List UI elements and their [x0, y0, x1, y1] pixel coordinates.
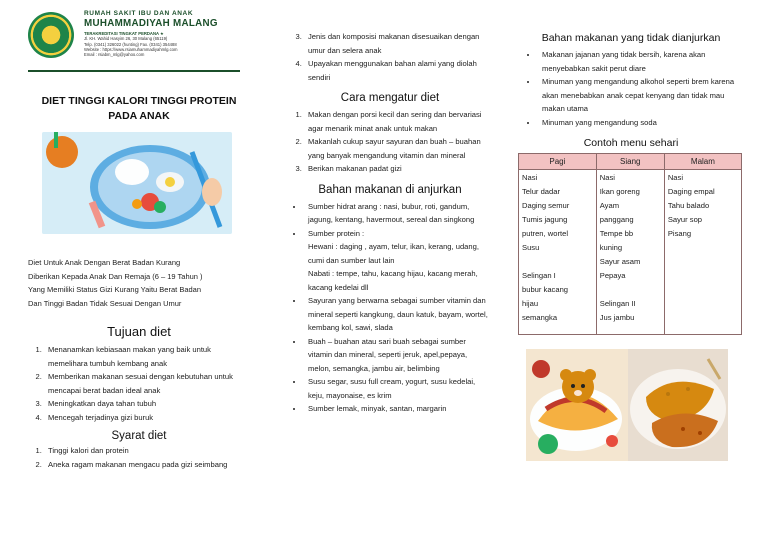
menu-pagi-cell	[519, 170, 597, 335]
menu-heading: Contoh menu sehari	[583, 137, 679, 149]
protein-nabati: Nabati : tempe, tahu, kacang hijau, kacang merah, kacang kedelai dll	[308, 269, 478, 292]
menu-line: Nasi	[599, 173, 615, 182]
doc-title-line2: PADA ANAK	[108, 110, 170, 122]
intro-paragraph	[28, 256, 250, 310]
column-left	[28, 0, 250, 471]
menu-line: Pepaya	[599, 271, 626, 280]
col-siang: Siang	[596, 154, 664, 170]
intro-line: Yang Memiliki Status Gizi Kurang Yaitu Berat Badan	[28, 285, 202, 294]
menu-malam-cell	[664, 170, 741, 335]
menu-line: Telur dadar	[522, 187, 560, 196]
menu-line: kuning	[599, 243, 623, 252]
address: Jl. KH. Wahid Hasyim 26, 30 Malang (65119)	[84, 36, 168, 42]
menu-line: hijau	[522, 299, 539, 308]
menu-line: Selingan I	[522, 271, 556, 280]
menu-line: Tahu balado	[667, 201, 710, 210]
list-item: 1. Tinggi kalori dan protein	[44, 444, 250, 458]
intro-line: Diet Untuk Anak Dengan Berat Badan Kurang	[28, 258, 181, 267]
food-photos	[516, 349, 746, 465]
cara-list	[288, 108, 492, 176]
menu-line: Selingan II	[599, 299, 636, 308]
tidak-anjur-heading: Bahan makanan yang tidak dianjurkan	[541, 32, 721, 44]
cara-heading: Cara mengatur diet	[340, 92, 440, 104]
menu-line	[522, 255, 593, 269]
menu-line: Ikan goreng	[599, 187, 640, 196]
tujuan-heading: Tujuan diet	[107, 324, 171, 339]
list-item: • Susu segar, susu full cream, yogurt, susu kedelai, keju, mayonaise, es krim	[304, 375, 492, 402]
intro-line: Diberikan Kepada Anak Dan Remaja (6 – 19 Tahun )	[28, 271, 203, 281]
list-item: 2. Aneka ragam makanan mengacu pada gizi seimbang	[44, 458, 250, 472]
website: Website : https://www.rsiamuhammadiyahmlg.com	[84, 46, 178, 52]
protein-hewani: Hewani : daging , ayam, telur, ikan, kerang, udang, cumi dan sumber laut lain	[308, 242, 479, 265]
meal-illustration	[42, 132, 232, 234]
menu-line: Nasi	[522, 173, 538, 182]
column-right	[516, 26, 746, 465]
list-item: • Sayuran yang berwarna sebagai sumber vitamin dan mineral seperti kangkung, daun katuk, bayam, wortel, kembang kol, sawi, slada	[304, 294, 492, 335]
menu-line: panggang	[599, 215, 634, 224]
list-item: • Sumber hidrat arang : nasi, bubur, roti, gandum, jagung, kentang, havermout, sereal dan singkong	[304, 200, 492, 227]
header-divider	[28, 70, 240, 72]
hospital-type: RUMAH SAKIT IBU DAN ANAK	[84, 10, 194, 17]
menu-line	[600, 283, 661, 297]
hospital-logo	[28, 12, 74, 58]
header-text	[84, 10, 252, 57]
fried-chicken-illustration	[628, 349, 728, 461]
menu-line: Jus jambu	[599, 313, 635, 322]
email: Email : rsiabm_mlg@yahoo.com	[84, 52, 145, 58]
syarat-list-part2	[288, 30, 492, 84]
tidak-anjur-list	[516, 48, 746, 129]
menu-line: Ayam	[599, 201, 620, 210]
menu-table	[518, 153, 742, 335]
header-info	[84, 31, 252, 57]
list-item: 4. Upayakan menggunakan bahan alami yang diolah sendiri	[304, 57, 492, 84]
syarat-heading: Syarat diet	[111, 430, 167, 442]
col-malam: Malam	[664, 154, 741, 170]
menu-line: Tempe bb	[599, 229, 634, 238]
tujuan-list	[28, 343, 250, 424]
anjuran-heading: Bahan makanan di anjurkan	[318, 183, 462, 196]
kids-meal-photo	[42, 132, 232, 234]
fried-chicken-photo	[628, 349, 728, 461]
list-item: 3. Berikan makanan padat gizi	[304, 162, 492, 176]
list-item: 1. Menanamkan kebiasaan makan yang baik untuk memelihara tumbuh kembang anak	[44, 343, 250, 370]
menu-line: semangka	[522, 313, 558, 322]
list-item: 2. Memberikan makanan sesuai dengan kebutuhan untuk mencapai berat badan ideal anak	[44, 370, 250, 397]
list-item: • Minuman yang mengandung soda	[538, 116, 746, 130]
column-middle	[288, 30, 492, 416]
menu-line: bubur kacang	[522, 285, 569, 294]
accreditation: TERAKREDITASI TINGKAT PERDANA ★	[84, 31, 164, 36]
intro-line: Dan Tinggi Badan Tidak Sesuai Dengan Umur	[28, 298, 182, 308]
menu-line: Pisang	[667, 229, 692, 238]
omurice-photo	[526, 349, 628, 461]
list-item	[304, 227, 492, 295]
protein-label: Sumber protein :	[308, 228, 365, 238]
list-item: 4. Mencegah terjadinya gizi buruk	[44, 411, 250, 425]
anjuran-list	[288, 200, 492, 416]
list-item: 2. Makanlah cukup sayur sayuran dan buah – buahan yang banyak mengandung vitamin dan mineral	[304, 135, 492, 162]
menu-line: Daging semur	[522, 201, 570, 210]
syarat-list-part1	[28, 444, 250, 471]
omurice-illustration	[526, 349, 628, 461]
menu-line: Sayur sop	[667, 215, 703, 224]
menu-line: Daging empal	[667, 187, 715, 196]
menu-line: Nasi	[667, 173, 684, 182]
doc-title: DIET TINGGI KALORI TINGGI PROTEIN	[41, 95, 237, 107]
menu-line: Susu	[522, 243, 540, 252]
list-item: 3. Jenis dan komposisi makanan disesuaikan dengan umur dan selera anak	[304, 30, 492, 57]
list-item: 1. Makan dengan porsi kecil dan sering dan bervariasi agar menarik minat anak untuk makan	[304, 108, 492, 135]
menu-line: Tumis jagung	[522, 215, 568, 224]
list-item: • Buah – buahan atau sari buah sebagai sumber vitamin dan mineral, seperti jeruk, apel,pepaya, melon, semangka, jambu air, belimbing	[304, 335, 492, 376]
hospital-name: MUHAMMADIYAH MALANG	[84, 18, 218, 29]
list-item: • Minuman yang mengandung alkohol seperti brem karena akan menebabkan anak cepat kenyang dan tidak mau makan utama	[538, 75, 746, 116]
phone: Telp. (0341) 326022 (hunting) Fax. (0341) 354488	[84, 41, 177, 47]
list-item: • Sumber lemak, minyak, santan, margarin	[304, 402, 492, 416]
list-item: 3. Meningkatkan daya tahan tubuh	[44, 397, 250, 411]
menu-line: Sayur asam	[599, 257, 641, 266]
hospital-header	[28, 10, 250, 74]
col-pagi: Pagi	[519, 154, 597, 170]
list-item: • Makanan jajanan yang tidak bersih, karena akan menyebabkan sakit perut diare	[538, 48, 746, 75]
menu-siang-cell	[596, 170, 664, 335]
menu-line: putren, wortel	[522, 229, 569, 238]
